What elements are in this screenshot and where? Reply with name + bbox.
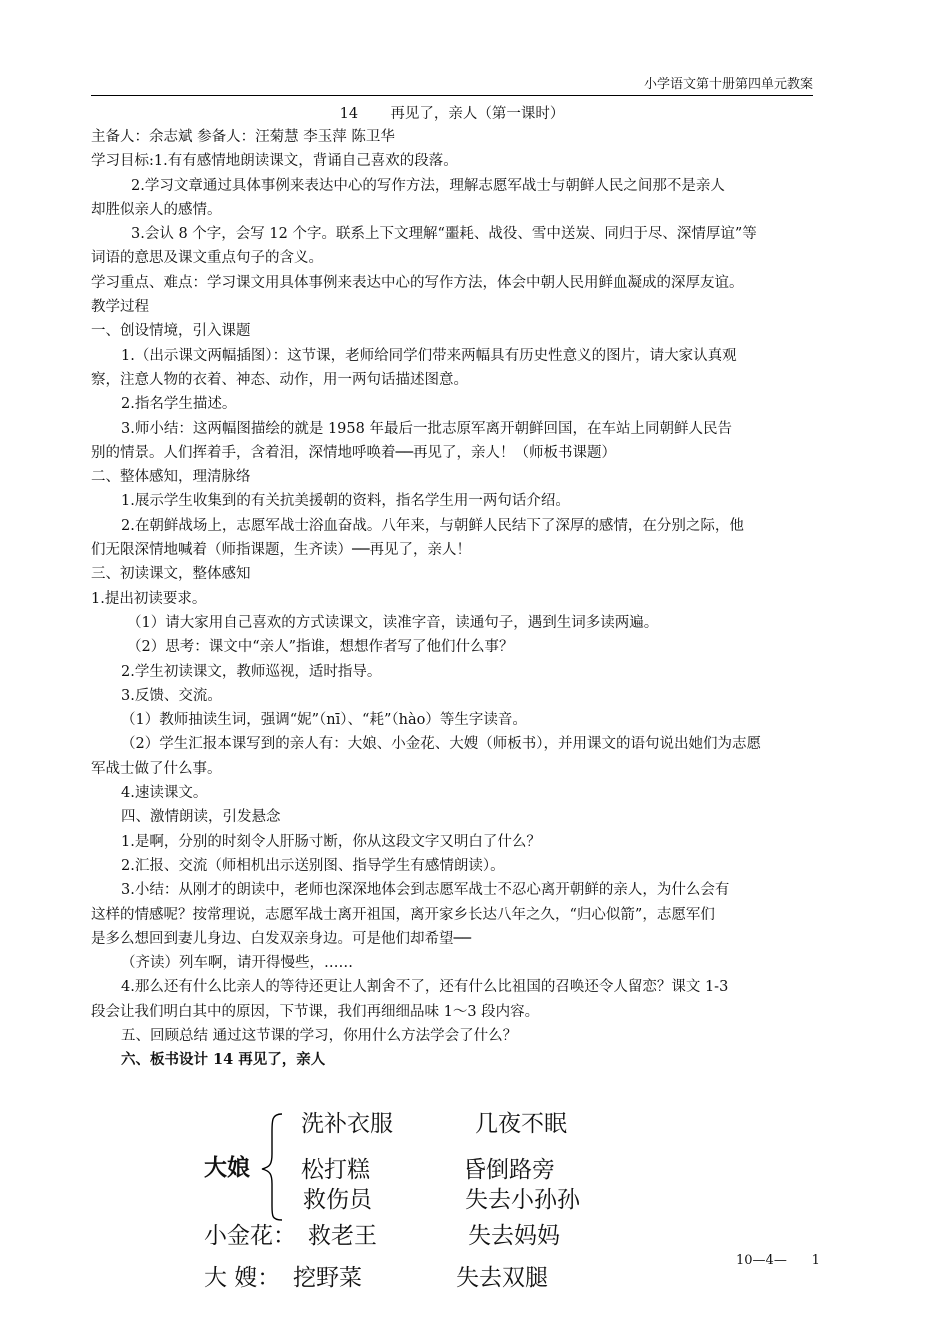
text-line: 二、整体感知，理清脉络 bbox=[91, 469, 251, 486]
text-line: 一、创设情境，引入课题 bbox=[91, 323, 251, 340]
board-item: 失去小孙孙 bbox=[465, 1187, 580, 1213]
text-line: 2.学习文章通过具体事例来表达中心的写作方法，理解志愿军战士与朝鲜人民之间那不是亲人 bbox=[131, 177, 725, 194]
text-line: 六、板书设计 14 再见了，亲人 bbox=[121, 1051, 326, 1069]
text-line: 是多么想回到妻儿身边、白发双亲身边。可是他们却希望── bbox=[91, 930, 471, 947]
page-footer: 10—4— 1 bbox=[736, 1253, 820, 1268]
blackboard-design bbox=[0, 1100, 950, 1300]
text-line: 1.是啊，分别的时刻令人肝肠寸断，你从这段文字又明白了什么？ bbox=[121, 833, 541, 850]
text-line: 3.反馈、交流。 bbox=[121, 687, 222, 704]
text-line: （1）教师抽读生词，强调“妮”（nī）、“耗”（hào）等生字读音。 bbox=[121, 712, 527, 729]
text-line: （1）请大家用自己喜欢的方式读课文，读准字音，读通句子，遇到生词多读两遍。 bbox=[127, 614, 659, 631]
text-line: 2.汇报、交流（师相机出示送别图、指导学生有感情朗读）。 bbox=[121, 857, 505, 874]
header-rule bbox=[91, 95, 813, 96]
board-label-dasao: 大 嫂： bbox=[204, 1265, 281, 1291]
text-line: 别的情景。人们挥着手，含着泪，深情地呼唤着──再见了，亲人！（师板书课题） bbox=[91, 444, 616, 461]
text-line: 学习重点、难点：学习课文用具体事例来表达中心的写作方法，体会中朝人民用鲜血凝成的深厚友谊。 bbox=[91, 274, 744, 291]
text-line: 2.指名学生描述。 bbox=[121, 396, 237, 413]
lesson-title: 14 再见了，亲人（第一课时） bbox=[339, 106, 565, 122]
text-line: 主备人：余志斌 参备人：汪菊慧 李玉萍 陈卫华 bbox=[91, 129, 395, 145]
text-line: 2.在朝鲜战场上，志愿军战士浴血奋战。八年来，与朝鲜人民结下了深厚的感情，在分别之际，他 bbox=[121, 517, 744, 534]
text-line: （齐读）列车啊，请开得慢些，…… bbox=[121, 955, 353, 972]
text-line: 3.会认 8 个字，会写 12 个字。联系上下文理解“噩耗、战役、雪中送炭、同归于尽、深情厚谊”等 bbox=[131, 226, 757, 243]
text-line: 段会让我们明白其中的原因，下节课，我们再细细品味 1～3 段内容。 bbox=[91, 1003, 540, 1020]
text-line: 四、激情朗读，引发悬念 bbox=[121, 809, 281, 826]
board-item: 昏倒路旁 bbox=[463, 1157, 555, 1183]
text-line: 2.学生初读课文，教师巡视，适时指导。 bbox=[121, 663, 382, 680]
text-line: 军战士做了什么事。 bbox=[91, 760, 222, 777]
lesson-body bbox=[91, 125, 819, 1073]
text-line: 学习目标:1.有有感情地朗读课文，背诵自己喜欢的段落。 bbox=[91, 153, 458, 170]
text-line: 这样的情感呢？按常理说，志愿军战士离开祖国，离开家乡长达八年之久，“归心似箭”，志愿军们 bbox=[91, 906, 715, 923]
board-item: 失去妈妈 bbox=[468, 1223, 560, 1249]
text-line: 1.（出示课文两幅插图）：这节课，老师给同学们带来两幅具有历史性意义的图片，请大家认真观 bbox=[121, 347, 737, 364]
board-item: 松打糕 bbox=[301, 1157, 370, 1183]
text-line: 却胜似亲人的感情。 bbox=[91, 201, 222, 218]
board-label-dandan: 大娘 bbox=[204, 1154, 250, 1181]
text-line: 们无限深情地喊着（师指课题，生齐读）──再见了，亲人！ bbox=[91, 542, 471, 559]
text-line: 4.速读课文。 bbox=[121, 785, 208, 802]
board-item: 救伤员 bbox=[303, 1187, 372, 1213]
text-line: 1.展示学生收集到的有关抗美援朝的资料，指名学生用一两句话介绍。 bbox=[121, 493, 570, 510]
board-item: 救老王 bbox=[308, 1223, 377, 1249]
text-line: 三、初读课文，整体感知 bbox=[91, 566, 251, 583]
board-item: 几夜不眠 bbox=[475, 1111, 567, 1137]
text-line: 词语的意思及课文重点句子的含义。 bbox=[91, 250, 323, 267]
running-header: 小学语文第十册第四单元教案 bbox=[643, 77, 813, 92]
board-label-xiaojinhua: 小金花： bbox=[204, 1223, 296, 1249]
text-line: 五、回顾总结 通过这节课的学习，你用什么方法学会了什么？ bbox=[121, 1027, 518, 1044]
board-item: 洗补衣服 bbox=[301, 1111, 393, 1137]
text-line: 4.那么还有什么比亲人的等待还更让人割舍不了，还有什么比祖国的召唤还令人留恋？课文 1-3 bbox=[121, 979, 729, 996]
curly-brace bbox=[258, 1112, 288, 1222]
text-line: （2）思考：课文中“亲人”指谁，想想作者写了他们什么事？ bbox=[127, 639, 514, 656]
text-line: 察，注意人物的衣着、神态、动作，用一两句话描述图意。 bbox=[91, 371, 468, 388]
text-line: （2）学生汇报本课写到的亲人有：大娘、小金花、大嫂（师板书），并用课文的语句说出她们为志愿 bbox=[121, 736, 761, 753]
text-line: 3.小结：从刚才的朗读中，老师也深深地体会到志愿军战士不忍心离开朝鲜的亲人，为什么会有 bbox=[121, 882, 730, 899]
text-line: 3.师小结：这两幅图描绘的就是 1958 年最后一批志原军离开朝鲜回国，在车站上同朝鲜人民告 bbox=[121, 420, 732, 437]
text-line: 1.提出初读要求。 bbox=[91, 590, 207, 607]
board-item: 失去双腿 bbox=[456, 1265, 548, 1291]
text-line: 教学过程 bbox=[91, 299, 149, 316]
board-item: 挖野菜 bbox=[293, 1265, 362, 1291]
